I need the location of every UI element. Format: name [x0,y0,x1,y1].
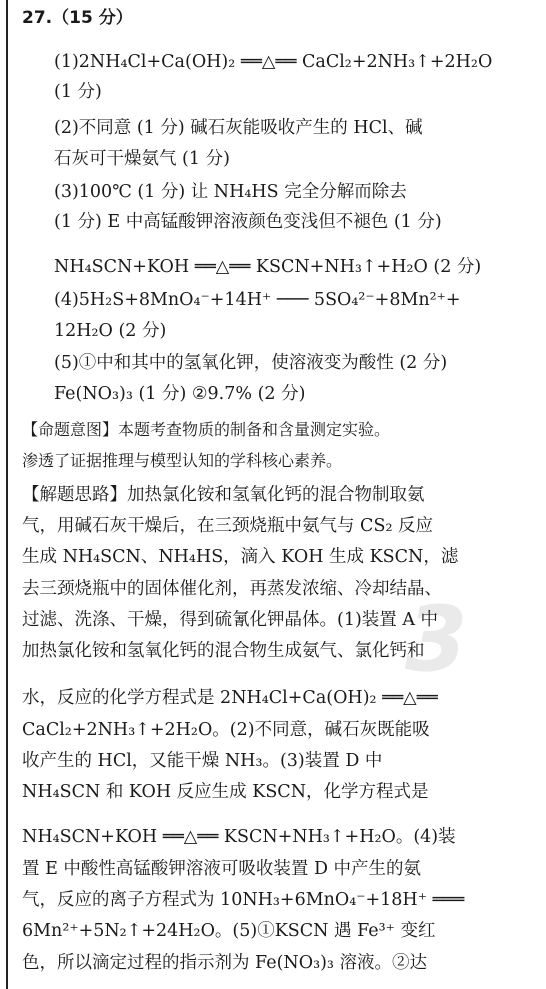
solution-line: 加热氯化铵和氢氧化钙的混合物生成氨气、氯化钙和 [22,641,425,661]
answer-line: (5)①中和其中的氢氧化钾，使溶液变为酸性 (2 分) [54,353,448,373]
answer-line: (2)不同意 (1 分) 碱石灰能吸收产生的 HCl、碱 [54,118,423,138]
solution-line: CaCl₂+2NH₃↑+2H₂O。(2)不同意，碱石灰既能吸 [22,720,430,740]
solution-line: NH₄SCN 和 KOH 反应生成 KSCN，化学方程式是 [22,782,429,802]
solution-line: 置 E 中酸性高锰酸钾溶液可吸收装置 D 中产生的氨 [22,859,422,879]
solution-line: 水，反应的化学方程式是 2NH₄Cl+Ca(OH)₂ ══△══ [22,688,438,708]
solution-line: 气，反应的离子方程式为 10NH₃+6MnO₄⁻+18H⁺ ═══ [22,890,465,910]
intent-line: 【命题意图】本题考查物质的制备和含量测定实验。 [22,420,391,439]
solution-line: 色，所以滴定过程的指示剂为 Fe(NO₃)₃ 溶液。②达 [22,953,428,973]
answer-line: (4)5H₂S+8MnO₄⁻+14H⁺ ─── 5SO₄²⁻+8Mn²⁺+ [54,290,461,310]
margin-line [6,0,8,989]
answer-line: 12H₂O (2 分) [54,321,167,341]
solution-line: NH₄SCN+KOH ══△══ KSCN+NH₃↑+H₂O。(4)装 [22,827,456,847]
answer-line: (3)100℃ (1 分) 让 NH₄HS 完全分解而除去 [54,182,407,202]
answer-line: Fe(NO₃)₃ (1 分) ②9.7% (2 分) [54,384,306,404]
answer-line: (1)2NH₄Cl+Ca(OH)₂ ══△══ CaCl₂+2NH₃↑+2H₂O [54,52,493,72]
solution-line: 收产生的 HCl，又能干燥 NH₃。(3)装置 D 中 [22,751,383,771]
solution-line: 过滤、洗涤、干燥，得到硫氰化钾晶体。(1)装置 A 中 [22,610,439,630]
solution-line: 生成 NH₄SCN、NH₄HS，滴入 KOH 生成 KSCN，滤 [22,547,459,567]
solution-line: 气，用碱石灰干燥后，在三颈烧瓶中氨气与 CS₂ 反应 [22,516,434,536]
answer-line: (1 分) [54,82,102,102]
answer-line: 石灰可干燥氨气 (1 分) [54,149,230,169]
intent-line: 渗透了证据推理与模型认知的学科核心素养。 [22,451,343,470]
solution-line: 6Mn²⁺+5N₂↑+24H₂O。(5)①KSCN 遇 Fe³⁺ 变红 [22,921,436,941]
solution-line: 去三颈烧瓶中的固体催化剂，再蒸发浓缩、冷却结晶、 [22,579,442,599]
question-header: 27.（15 分） [22,8,133,28]
solution-line: 【解题思路】加热氯化铵和氢氧化钙的混合物制取氨 [22,485,425,505]
answer-line: NH₄SCN+KOH ══△══ KSCN+NH₃↑+H₂O (2 分) [54,257,482,277]
watermark: 3 [405,587,468,692]
answer-line: (1 分) E 中高锰酸钾溶液颜色变浅但不褪色 (1 分) [54,212,442,232]
